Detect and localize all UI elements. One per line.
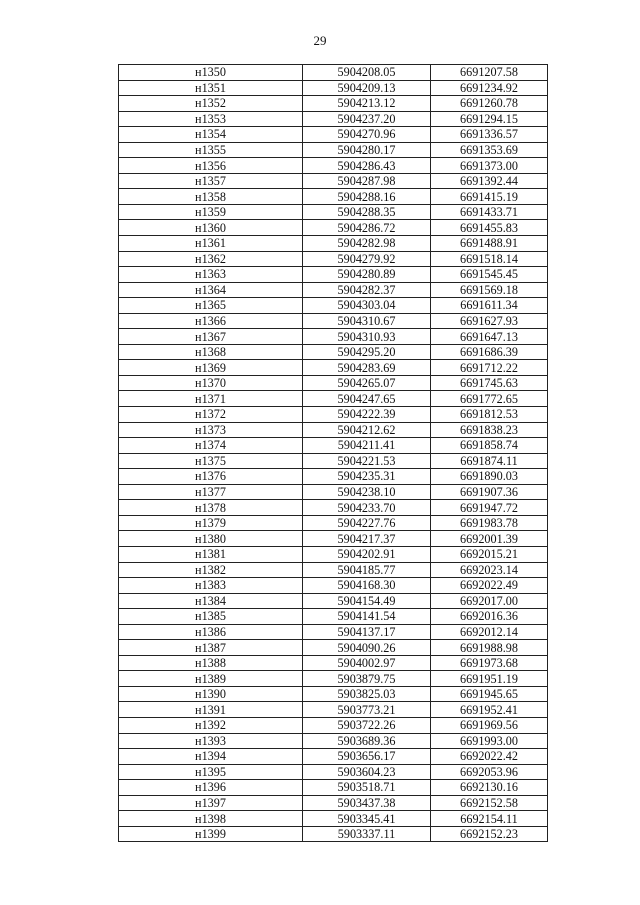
y-coordinate-cell: 6692022.42 [431,749,548,765]
x-coordinate-cell: 5904213.12 [303,96,431,112]
y-coordinate-cell: 6691907.36 [431,484,548,500]
coordinates-table-body [119,65,548,842]
point-id-cell: н1381 [119,546,303,562]
y-coordinate-cell: 6691952.41 [431,702,548,718]
point-id-cell: н1372 [119,407,303,423]
x-coordinate-cell: 5904288.16 [303,189,431,205]
table-row [119,624,548,640]
point-id-cell: н1392 [119,717,303,733]
y-coordinate-cell: 6692016.36 [431,609,548,625]
y-coordinate-cell: 6692152.23 [431,826,548,842]
y-coordinate-cell: 6691945.65 [431,686,548,702]
x-coordinate-cell: 5904212.62 [303,422,431,438]
point-id-cell: н1359 [119,204,303,220]
table-row [119,204,548,220]
point-id-cell: н1396 [119,780,303,796]
table-row [119,749,548,765]
x-coordinate-cell: 5904310.67 [303,313,431,329]
y-coordinate-cell: 6691951.19 [431,671,548,687]
table-row [119,65,548,81]
x-coordinate-cell: 5904270.96 [303,127,431,143]
table-row [119,764,548,780]
x-coordinate-cell: 5904217.37 [303,531,431,547]
table-row [119,811,548,827]
point-id-cell: н1362 [119,251,303,267]
table-row [119,267,548,283]
point-id-cell: н1354 [119,127,303,143]
table-row [119,484,548,500]
table-row [119,158,548,174]
table-row [119,298,548,314]
table-row [119,407,548,423]
x-coordinate-cell: 5904233.70 [303,500,431,516]
table-row [119,515,548,531]
point-id-cell: н1385 [119,609,303,625]
point-id-cell: н1384 [119,593,303,609]
x-coordinate-cell: 5903656.17 [303,749,431,765]
y-coordinate-cell: 6691772.65 [431,391,548,407]
point-id-cell: н1399 [119,826,303,842]
point-id-cell: н1361 [119,236,303,252]
point-id-cell: н1389 [119,671,303,687]
point-id-cell: н1397 [119,795,303,811]
table-row [119,220,548,236]
x-coordinate-cell: 5904002.97 [303,655,431,671]
y-coordinate-cell: 6691518.14 [431,251,548,267]
table-row [119,189,548,205]
table-row [119,717,548,733]
x-coordinate-cell: 5904295.20 [303,344,431,360]
y-coordinate-cell: 6691858.74 [431,438,548,454]
x-coordinate-cell: 5904235.31 [303,469,431,485]
x-coordinate-cell: 5904265.07 [303,375,431,391]
y-coordinate-cell: 6692154.11 [431,811,548,827]
point-id-cell: н1352 [119,96,303,112]
y-coordinate-cell: 6691988.98 [431,640,548,656]
point-id-cell: н1351 [119,80,303,96]
x-coordinate-cell: 5904279.92 [303,251,431,267]
table-row [119,96,548,112]
y-coordinate-cell: 6691488.91 [431,236,548,252]
y-coordinate-cell: 6692053.96 [431,764,548,780]
point-id-cell: н1365 [119,298,303,314]
point-id-cell: н1369 [119,360,303,376]
y-coordinate-cell: 6691392.44 [431,173,548,189]
y-coordinate-cell: 6691294.15 [431,111,548,127]
point-id-cell: н1398 [119,811,303,827]
y-coordinate-cell: 6692012.14 [431,624,548,640]
x-coordinate-cell: 5904238.10 [303,484,431,500]
x-coordinate-cell: 5903337.11 [303,826,431,842]
x-coordinate-cell: 5904154.49 [303,593,431,609]
point-id-cell: н1356 [119,158,303,174]
table-row [119,469,548,485]
table-row [119,282,548,298]
table-row [119,671,548,687]
y-coordinate-cell: 6691745.63 [431,375,548,391]
x-coordinate-cell: 5904221.53 [303,453,431,469]
y-coordinate-cell: 6691838.23 [431,422,548,438]
table-row [119,733,548,749]
table-row [119,780,548,796]
point-id-cell: н1377 [119,484,303,500]
table-row [119,236,548,252]
point-id-cell: н1355 [119,142,303,158]
point-id-cell: н1373 [119,422,303,438]
x-coordinate-cell: 5904282.37 [303,282,431,298]
table-row [119,391,548,407]
y-coordinate-cell: 6692130.16 [431,780,548,796]
y-coordinate-cell: 6691947.72 [431,500,548,516]
x-coordinate-cell: 5903825.03 [303,686,431,702]
y-coordinate-cell: 6691890.03 [431,469,548,485]
point-id-cell: н1368 [119,344,303,360]
point-id-cell: н1366 [119,313,303,329]
x-coordinate-cell: 5904137.17 [303,624,431,640]
table-row [119,562,548,578]
point-id-cell: н1394 [119,749,303,765]
table-row [119,80,548,96]
y-coordinate-cell: 6692152.58 [431,795,548,811]
y-coordinate-cell: 6692023.14 [431,562,548,578]
point-id-cell: н1380 [119,531,303,547]
table-row [119,111,548,127]
x-coordinate-cell: 5903518.71 [303,780,431,796]
y-coordinate-cell: 6691455.83 [431,220,548,236]
point-id-cell: н1360 [119,220,303,236]
y-coordinate-cell: 6691969.56 [431,717,548,733]
x-coordinate-cell: 5904286.72 [303,220,431,236]
y-coordinate-cell: 6691373.00 [431,158,548,174]
y-coordinate-cell: 6691260.78 [431,96,548,112]
x-coordinate-cell: 5904211.41 [303,438,431,454]
x-coordinate-cell: 5903722.26 [303,717,431,733]
x-coordinate-cell: 5903437.38 [303,795,431,811]
y-coordinate-cell: 6691336.57 [431,127,548,143]
x-coordinate-cell: 5904141.54 [303,609,431,625]
point-id-cell: н1367 [119,329,303,345]
x-coordinate-cell: 5904185.77 [303,562,431,578]
x-coordinate-cell: 5904168.30 [303,578,431,594]
point-id-cell: н1382 [119,562,303,578]
table-row [119,655,548,671]
point-id-cell: н1363 [119,267,303,283]
table-row [119,546,548,562]
point-id-cell: н1393 [119,733,303,749]
table-row [119,531,548,547]
x-coordinate-cell: 5904209.13 [303,80,431,96]
point-id-cell: н1374 [119,438,303,454]
y-coordinate-cell: 6691712.22 [431,360,548,376]
y-coordinate-cell: 6691415.19 [431,189,548,205]
x-coordinate-cell: 5904288.35 [303,204,431,220]
table-row [119,500,548,516]
table-row [119,127,548,143]
y-coordinate-cell: 6692017.00 [431,593,548,609]
x-coordinate-cell: 5904222.39 [303,407,431,423]
point-id-cell: н1358 [119,189,303,205]
point-id-cell: н1371 [119,391,303,407]
y-coordinate-cell: 6691983.78 [431,515,548,531]
table-row [119,640,548,656]
point-id-cell: н1353 [119,111,303,127]
table-row [119,438,548,454]
point-id-cell: н1386 [119,624,303,640]
table-row [119,453,548,469]
table-row [119,344,548,360]
table-row [119,360,548,376]
table-row [119,826,548,842]
table-row [119,593,548,609]
table-row [119,142,548,158]
point-id-cell: н1391 [119,702,303,718]
table-row [119,173,548,189]
y-coordinate-cell: 6691973.68 [431,655,548,671]
x-coordinate-cell: 5904310.93 [303,329,431,345]
table-row [119,578,548,594]
table-row [119,329,548,345]
point-id-cell: н1364 [119,282,303,298]
x-coordinate-cell: 5904208.05 [303,65,431,81]
x-coordinate-cell: 5904287.98 [303,173,431,189]
y-coordinate-cell: 6692001.39 [431,531,548,547]
point-id-cell: н1395 [119,764,303,780]
y-coordinate-cell: 6691569.18 [431,282,548,298]
y-coordinate-cell: 6691874.11 [431,453,548,469]
table-row [119,686,548,702]
x-coordinate-cell: 5904282.98 [303,236,431,252]
y-coordinate-cell: 6691545.45 [431,267,548,283]
x-coordinate-cell: 5904280.17 [303,142,431,158]
table-row [119,251,548,267]
table-row [119,422,548,438]
x-coordinate-cell: 5903604.23 [303,764,431,780]
point-id-cell: н1388 [119,655,303,671]
table-row [119,609,548,625]
x-coordinate-cell: 5904286.43 [303,158,431,174]
x-coordinate-cell: 5903773.21 [303,702,431,718]
point-id-cell: н1379 [119,515,303,531]
point-id-cell: н1350 [119,65,303,81]
x-coordinate-cell: 5904202.91 [303,546,431,562]
y-coordinate-cell: 6691647.13 [431,329,548,345]
y-coordinate-cell: 6691353.69 [431,142,548,158]
table-row [119,375,548,391]
x-coordinate-cell: 5904237.20 [303,111,431,127]
point-id-cell: н1376 [119,469,303,485]
point-id-cell: н1383 [119,578,303,594]
y-coordinate-cell: 6691611.34 [431,298,548,314]
x-coordinate-cell: 5904303.04 [303,298,431,314]
x-coordinate-cell: 5904227.76 [303,515,431,531]
point-id-cell: н1378 [119,500,303,516]
y-coordinate-cell: 6691207.58 [431,65,548,81]
x-coordinate-cell: 5903345.41 [303,811,431,827]
y-coordinate-cell: 6691433.71 [431,204,548,220]
point-id-cell: н1387 [119,640,303,656]
x-coordinate-cell: 5904280.89 [303,267,431,283]
x-coordinate-cell: 5904247.65 [303,391,431,407]
table-row [119,795,548,811]
y-coordinate-cell: 6691234.92 [431,80,548,96]
point-id-cell: н1375 [119,453,303,469]
y-coordinate-cell: 6692015.21 [431,546,548,562]
point-id-cell: н1370 [119,375,303,391]
point-id-cell: н1357 [119,173,303,189]
table-row [119,313,548,329]
x-coordinate-cell: 5903689.36 [303,733,431,749]
y-coordinate-cell: 6691627.93 [431,313,548,329]
table-row [119,702,548,718]
page-number: 29 [313,33,327,48]
y-coordinate-cell: 6692022.49 [431,578,548,594]
y-coordinate-cell: 6691686.39 [431,344,548,360]
y-coordinate-cell: 6691812.53 [431,407,548,423]
y-coordinate-cell: 6691993.00 [431,733,548,749]
x-coordinate-cell: 5904283.69 [303,360,431,376]
coordinates-table [118,64,548,842]
point-id-cell: н1390 [119,686,303,702]
x-coordinate-cell: 5904090.26 [303,640,431,656]
x-coordinate-cell: 5903879.75 [303,671,431,687]
